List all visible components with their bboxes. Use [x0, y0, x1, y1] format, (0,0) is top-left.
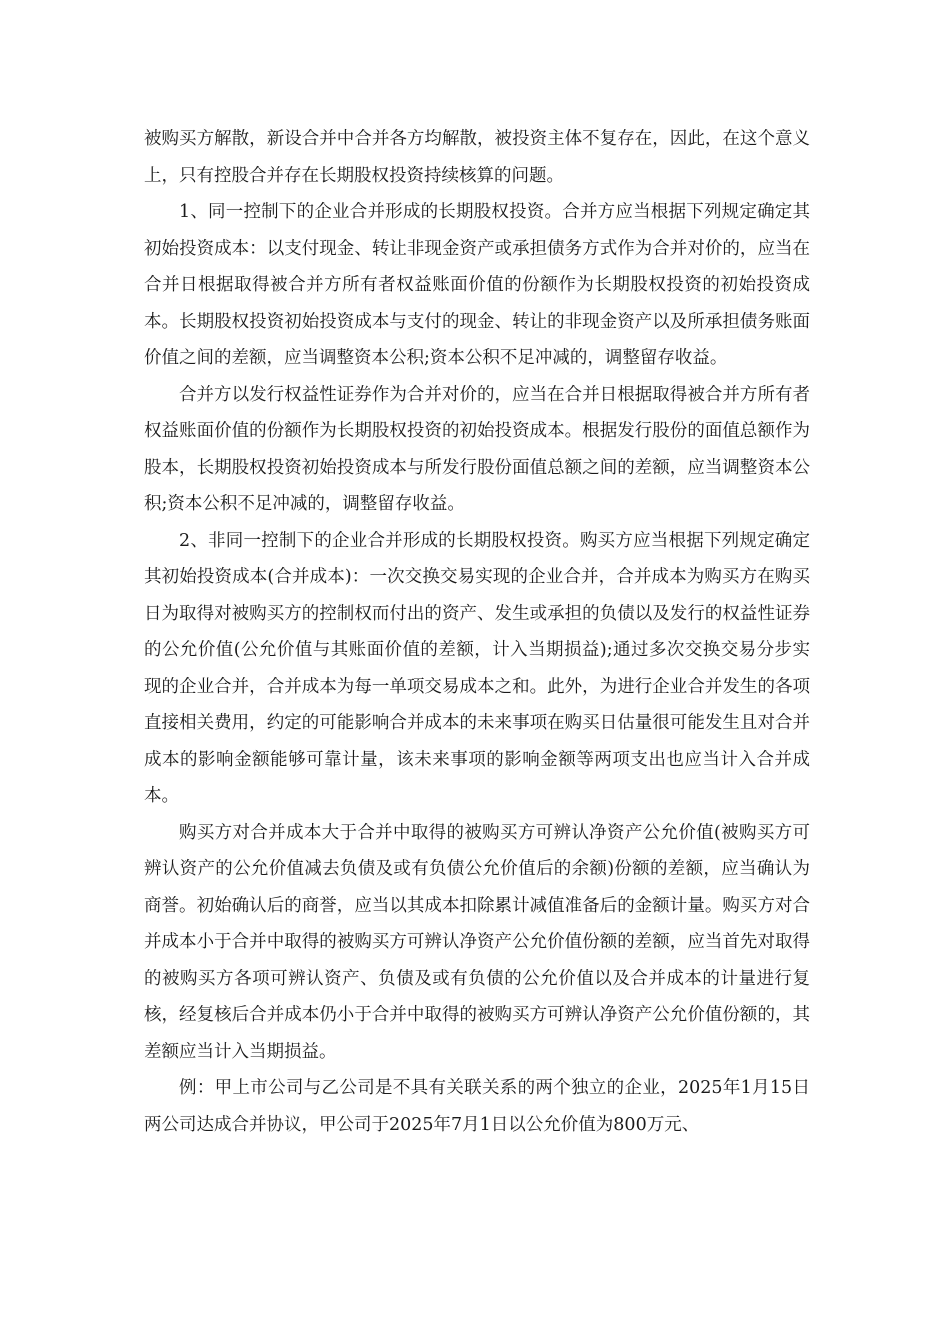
paragraph-goodwill: 购买方对合并成本大于合并中取得的被购买方可辨认净资产公允价值(被购买方可辨认资产的公允价值减去负债及或有负债公允价值后的余额)份额的差额，应当确认为商誉。初始确认后的商誉，应当以其成本扣除累计减值准备后的金额计量。购买方对合并成本小于合并中取得的被购买方可辨认净资产公允价值份额的差额，应当首先对取得的被购买方各项可辨认资产、负债及或有负债的公允价值以及合并成本的计量进行复核，经复核后合并成本仍小于合并中取得的被购买方可辨认净资产公允价值份额的，其差额应当计入当期损益。: [144, 822, 810, 1062]
paragraph-non-same-control-combination: 2、非同一控制下的企业合并形成的长期股权投资。购买方应当根据下列规定确定其初始投资成本(合并成本)：一次交换交易实现的企业合并，合并成本为购买方在购买日为取得对被购买方的控制权而付出的资产、发生或承担的负债以及发行的权益性证券的公允价值(公允价值与其账面价值的差额，计入当期损益);通过多次交换交易分步实现的企业合并，合并成本为每一单项交易成本之和。此外，为进行企业合并发生的各项直接相关费用，约定的可能影响合并成本的未来事项在购买日估量很可能发生且对合并成本的影响金额能够可靠计量，该未来事项的影响金额等两项支出也应当计入合并成本。: [144, 530, 810, 806]
paragraph-same-control-combination: 1、同一控制下的企业合并形成的长期股权投资。合并方应当根据下列规定确定其初始投资成本：以支付现金、转让非现金资产或承担债务方式作为合并对价的，应当在合并日根据取得被合并方所有者权益账面价值的份额作为长期股权投资的初始投资成本。长期股权投资初始投资成本与支付的现金、转让的非现金资产以及所承担债务账面价值之间的差额，应当调整资本公积;资本公积不足冲减的，调整留存收益。: [144, 202, 810, 368]
paragraph-example: 例：甲上市公司与乙公司是不具有关联关系的两个独立的企业，2025年1月15日两公司达成合并协议，甲公司于2025年7月1日以公允价值为800万元、: [144, 1078, 810, 1135]
body-text: [144, 121, 810, 1143]
paragraph-continuation: 被购买方解散，新设合并中合并各方均解散，被投资主体不复存在，因此，在这个意义上，只有控股合并存在长期股权投资持续核算的问题。: [144, 129, 810, 186]
paragraph-equity-securities-consideration: 合并方以发行权益性证券作为合并对价的，应当在合并日根据取得被合并方所有者权益账面价值的份额作为长期股权投资的初始投资成本。根据发行股份的面值总额作为股本，长期股权投资初始投资成本与所发行股份面值总额之间的差额，应当调整资本公积;资本公积不足冲减的，调整留存收益。: [144, 384, 810, 514]
